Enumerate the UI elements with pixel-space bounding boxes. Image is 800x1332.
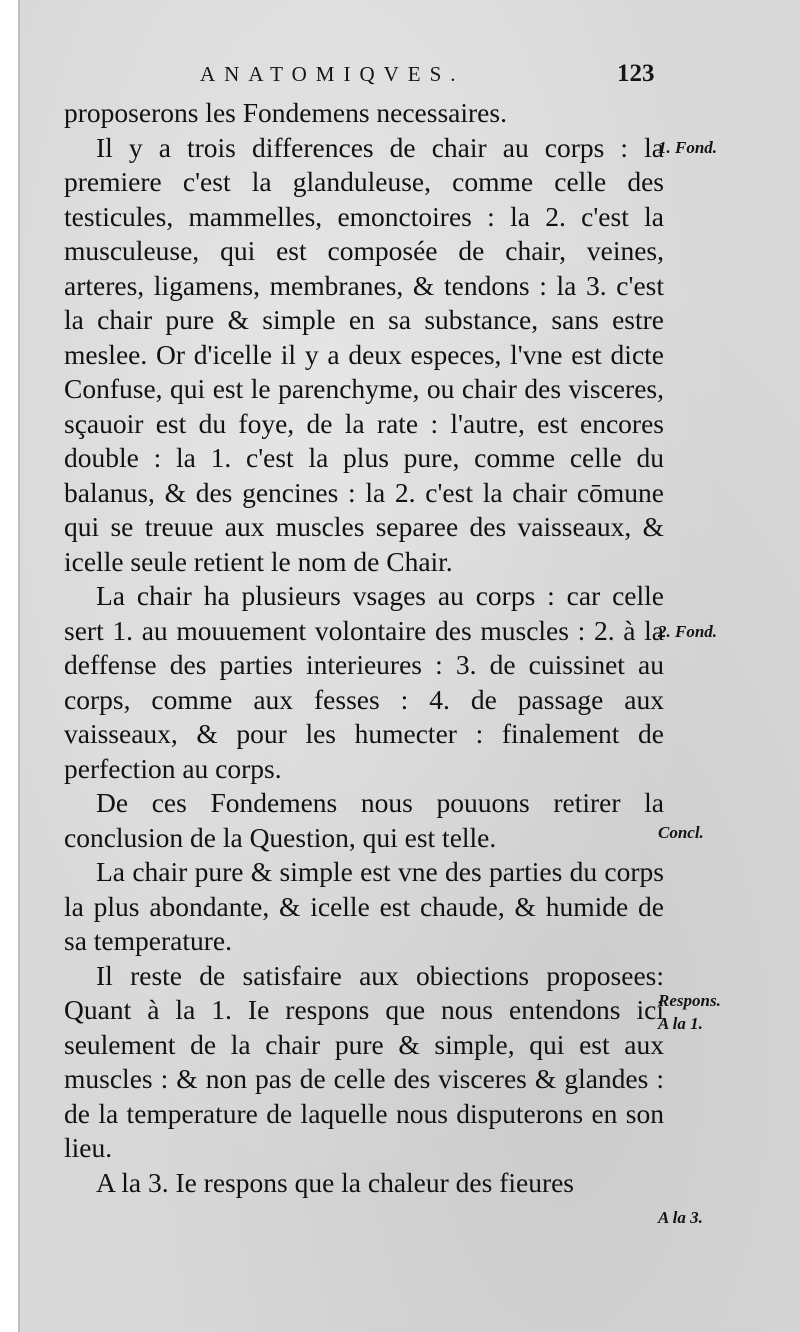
margin-note-to-third: A la 3. (658, 1208, 703, 1227)
paragraph-response-3: A la 3. Ie respons que la chaleur des fieures (96, 1166, 575, 1198)
margin-note-response: Respons. (658, 991, 721, 1010)
paragraph-conclusion-intro: De ces Fondemens nous pouuons retirer la conclusion de la Question, qui est telle. (64, 787, 664, 853)
main-text (64, 96, 664, 1200)
paragraph-conclusion: La chair pure & simple est vne des parties du corps la plus abondante, & icelle est chaude, & humide de sa temperature. (64, 856, 664, 956)
margin-note-conclusion: Concl. (658, 823, 704, 842)
page-header (20, 62, 800, 98)
paragraph-intro: proposerons les Fondemens necessaires. (64, 97, 507, 128)
running-title: ANATOMIQVES. (200, 62, 465, 86)
paragraph-response-1: Il reste de satisfaire aux obiections proposees: Quant à la 1. Ie respons que nous entendons ici seulement de la chair pure & simple, qui est aux muscles : & non pas de celle des visceres & glandes : de la temperature de laquelle nous disputerons en son lieu. (64, 959, 664, 1163)
book-page (18, 0, 800, 1332)
margin-note-to-first: A la 1. (658, 1014, 703, 1033)
paragraph-second-foundation: La chair ha plusieurs vsages au corps : car celle sert 1. au mouuement volontaire des muscles : 2. à la deffense des parties interieures : 3. de cuissinet au corps, comme aux fesses : 4. de passage aux vaisseaux, & pour les humecter : finalement de perfection au corps. (64, 580, 664, 784)
paragraph-first-foundation: Il y a trois differences de chair au corps : la premiere c'est la glanduleuse, comme celle des testicules, mammelles, emonctoires : la 2. c'est la musculeuse, qui est composée de chair, veines, arteres, ligamens, membranes, & tendons : la 3. c'est la chair pure & simple en sa substance, sans estre meslee. Or d'icelle il y a deux especes, l'vne est dicte Confuse, qui est le parenchyme, ou chair des visceres, sçauoir est du foye, de la rate : l'autre, est encores double : la 1. c'est la plus pure, comme celle du balanus, & des gencines : la 2. c'est la chair cōmune qui se treuue aux muscles separee des vaisseaux, & icelle seule retient le nom de Chair. (64, 131, 664, 577)
margin-note-first-foundation: 1. Fond. (658, 138, 718, 157)
page-number: 123 (617, 60, 655, 87)
margin-note-second-foundation: 2. Fond. (658, 622, 718, 641)
